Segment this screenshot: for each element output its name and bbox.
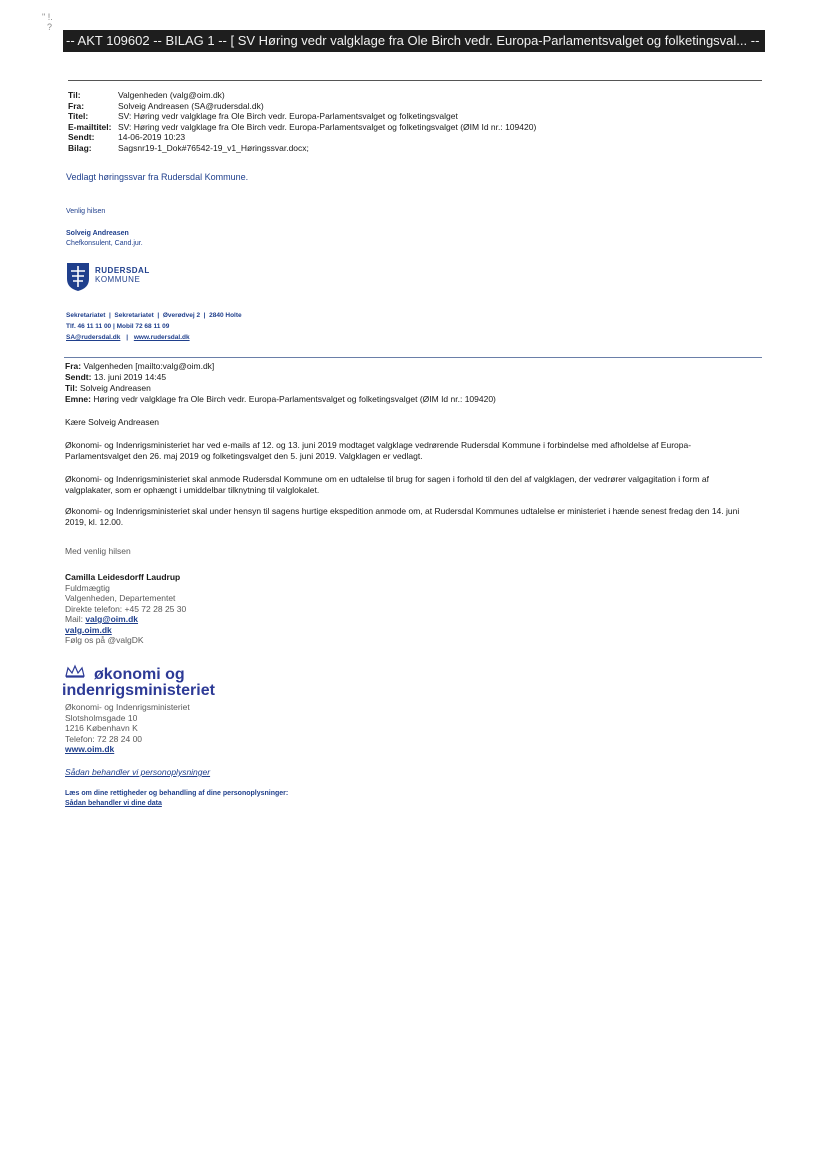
header-row-sent: Sendt: 14-06-2019 10:23 (68, 132, 186, 142)
ministry-address: Økonomi- og Indenrigsministeriet Slotsholmsgade 10 1216 København K Telefon: 72 28 24 00 www.oim.dk (65, 702, 190, 754)
salutation: Kære Solveig Andreasen (65, 417, 160, 427)
reply-sender-title: Chefkonsulent, Cand.jur. (66, 240, 143, 247)
rudersdal-logo-text: RUDERSDAL KOMMUNE (95, 266, 150, 284)
reply-intro: Vedlagt høringssvar fra Rudersdal Kommune. (66, 172, 249, 182)
signature-follow: Følg os på @valgDK (65, 635, 144, 645)
rudersdal-shield-icon (66, 262, 90, 292)
header-row-email-title: E-mailtitel: SV: Høring vedr valgklage fra Ole Birch vedr. Europa-Parlamentsvalget og folketingsvalget (ØIM Id nr.: 109420) (68, 121, 537, 132)
reply-contact-line2: Tlf. 46 11 11 00 | Mobil 72 68 11 09 (66, 323, 170, 330)
signature-mail-link[interactable]: valg@oim.dk (85, 614, 139, 624)
scan-marks: " !. ? (42, 12, 53, 32)
header-row-to: Til: Valgenheden (valg@oim.dk) (68, 90, 225, 100)
closing: Med venlig hilsen (65, 546, 131, 556)
reply-contact-line1: Sekretariatet | Sekretariatet | Øverødvej 2 | 2840 Holte (66, 312, 242, 319)
signature-phone: Direkte telefon: +45 72 28 25 30 (65, 603, 187, 614)
signature-name: Camilla Leidesdorff Laudrup (65, 572, 181, 582)
signature-title: Fuldmægtig (65, 582, 110, 593)
header-row-attachment: Bilag: Sagsnr19-1_Dok#76542-19_v1_Høringssvar.docx; (68, 142, 309, 153)
ministry-web-link[interactable]: www.oim.dk (65, 744, 115, 754)
reply-email-link[interactable]: SA@rudersdal.dk (66, 334, 121, 341)
signature-web-link[interactable]: valg.oim.dk (65, 624, 112, 635)
document-banner: -- AKT 109602 -- BILAG 1 -- [ SV Høring vedr valgklage fra Ole Birch vedr. Europa-Parlamentsvalget og folketingsval... -- (63, 30, 765, 52)
quoted-divider (64, 357, 762, 358)
privacy-link-italic[interactable]: Sådan behandler vi personoplysninger (65, 767, 211, 777)
reply-contact-line3: SA@rudersdal.dk | www.rudersdal.dk (66, 334, 190, 341)
signature-block: Camilla Leidesdorff Laudrup Fuldmægtig Valgenheden, Departementet Direkte telefon: +45 72 28 25 30 Mail: valg@oim.dk valg.oim.dk Følg os på @valgDK (65, 572, 187, 645)
reply-web-link[interactable]: www.rudersdal.dk (133, 334, 190, 341)
rights-text: Læs om dine rettigheder og behandling af dine personoplysninger: (65, 790, 289, 797)
paragraph-3: Økonomi- og Indenrigsministeriet skal under hensyn til sagens hurtige ekspedition anmode om, at Rudersdal Kommunes udtalelse er ministeriet i hænde senest fredag den 14. juni 2019, kl. 12.00. (65, 506, 740, 527)
reply-greeting: Venlig hilsen (66, 208, 106, 215)
header-row-from: Fra: Solveig Andreasen (SA@rudersdal.dk) (68, 100, 264, 111)
header-row-title: Titel: SV: Høring vedr valgklage fra Ole Birch vedr. Europa-Parlamentsvalget og folketingsvalget (68, 111, 458, 121)
quoted-header: Fra: Valgenheden [mailto:valg@oim.dk] Sendt: 13. juni 2019 14:45 Til: Solveig Andreasen Emne: Høring vedr valgklage fra Ole Birch vedr. Europa-Parlamentsvalget og folketingsvalget (ØIM Id nr.: 109420) (65, 361, 496, 404)
rights-link[interactable]: Sådan behandler vi dine data (65, 800, 162, 807)
rudersdal-logo (66, 262, 90, 297)
paragraph-1: Økonomi- og Indenrigsministeriet har ved e-mails af 12. og 13. juni 2019 modtaget valgklage vedrørende Rudersdal Kommune i forbindelse med afholdelse af Europa-Parlamentsvalget den 26. maj 2019 og folketingsvalget den 5. juni 2019. Valgklagen er vedlagt. (65, 440, 692, 461)
reply-sender-name: Solveig Andreasen (66, 230, 129, 237)
signature-unit: Valgenheden, Departementet (65, 593, 176, 603)
ministry-logo-text: økonomi og indenrigsministeriet (62, 666, 215, 699)
header-divider (68, 80, 762, 81)
email-header (68, 90, 536, 153)
paragraph-2: Økonomi- og Indenrigsministeriet skal anmode Rudersdal Kommune om en udtalelse til brug for sagen i forhold til den del af valgklagen, der vedrører valgagitation i form af valgplakater, som er ophængt i umiddelbar tilknytning til valglokalet. (65, 474, 709, 495)
